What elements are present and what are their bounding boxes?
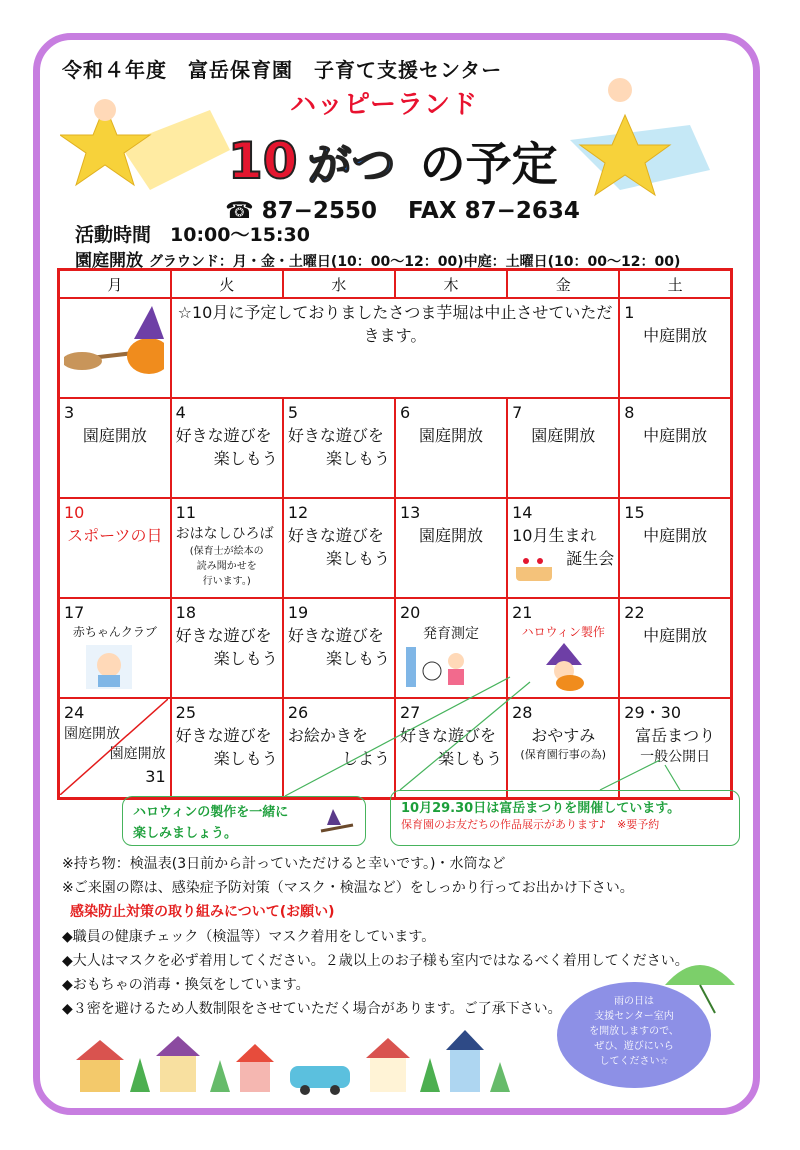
event-text: 中庭開放 xyxy=(643,626,708,646)
event-text: 楽しもう xyxy=(325,449,390,469)
event-text: 園庭開放 xyxy=(109,746,166,763)
event-text: ハロウィン製作 xyxy=(521,625,605,640)
day-number: 4 xyxy=(175,403,186,422)
event-text: 園庭開放 xyxy=(82,426,147,446)
event-text: 好きな遊びを xyxy=(175,726,272,746)
note-bullet: ◆大人はマスクを必ず着用してください。２歳以上のお子様も室内ではなるべく着用してください。 xyxy=(62,952,689,969)
balloon-text: 10月29.30日は富岳まつりを開催しています。 xyxy=(401,801,681,816)
day-number: 8 xyxy=(624,403,635,422)
balloon-text: 保育園のお友だちの作品展示があります♪ ※要予約 xyxy=(401,818,660,831)
day-number: 11 xyxy=(175,503,197,522)
event-text: 中庭開放 xyxy=(643,526,708,546)
weekday-thu: 木 xyxy=(395,270,507,299)
witch-icon xyxy=(317,803,357,839)
day-number: 7 xyxy=(512,403,523,422)
day-number: 22 xyxy=(624,603,645,622)
note-line: ※持ち物：検温表(3日前から計っていただけると幸いです。)・水筒など xyxy=(62,856,506,872)
weekday-sat: 土 xyxy=(619,270,731,299)
note-bullet: ◆おもちゃの消毒・換気をしています。 xyxy=(62,977,310,994)
weekday-tue: 火 xyxy=(171,270,283,299)
day-number: 14 xyxy=(512,503,533,522)
event-text: 園庭開放 xyxy=(64,726,120,743)
weekday-mon: 月 xyxy=(59,270,171,299)
note-bullet: ◆３密を避けるため人数制限をさせていただく場合があります。ご了承下さい。 xyxy=(62,1001,562,1018)
title-month-number: 10 xyxy=(228,132,298,190)
event-text: 楽しもう xyxy=(325,549,390,569)
rain-note-text: 支援センター室内 xyxy=(594,1011,674,1022)
rain-note-text: を開放しますので、 xyxy=(589,1026,679,1037)
event-text: 好きな遊びを xyxy=(175,426,272,446)
event-text: 好きな遊びを xyxy=(287,626,384,646)
event-text: 好きな遊びを xyxy=(399,726,496,746)
notice-text: ☆10月に予定しておりましたさつま芋堀は中止させていただきます。 xyxy=(177,303,613,346)
event-text: しよう xyxy=(341,749,390,769)
balloon-text: 楽しみましょう。 xyxy=(133,825,238,841)
day-number: 29・30 xyxy=(624,703,682,722)
event-text: 10月生まれ xyxy=(512,526,597,546)
event-text: 園庭開放 xyxy=(531,426,596,446)
org-name: 令和４年度 富岳保育園 子育て支援センター xyxy=(62,58,503,82)
event-text: 楽しもう xyxy=(438,749,503,769)
day-number: 10 xyxy=(64,503,85,522)
day-number: 28 xyxy=(512,703,533,722)
event-note: (保育園行事の為) xyxy=(520,748,606,762)
halloween-balloon xyxy=(122,796,366,846)
day-number: 21 xyxy=(512,603,533,622)
event-text: おやすみ xyxy=(531,726,596,746)
event-note: 読み聞かせを xyxy=(196,561,257,573)
day-number: 6 xyxy=(399,403,411,422)
day-number: 26 xyxy=(287,703,309,722)
event-text: 楽しもう xyxy=(213,649,278,669)
event-text: 中庭開放 xyxy=(643,426,708,446)
weekday-fri: 金 xyxy=(507,270,619,299)
event-text: 好きな遊びを xyxy=(287,426,384,446)
event-text: 誕生会 xyxy=(566,549,615,569)
event-text: 園庭開放 xyxy=(419,426,484,446)
event-text: 発育測定 xyxy=(423,626,480,643)
event-text: おはなしひろば xyxy=(175,526,274,543)
day-number: 17 xyxy=(64,603,85,622)
day-number: 27 xyxy=(399,703,421,722)
activity-hours: 活動時間 10:00〜15:30 xyxy=(75,224,310,246)
event-note: 行います。) xyxy=(202,576,251,588)
rain-note-text: 雨の日は xyxy=(614,996,654,1007)
day-number: 1 xyxy=(624,303,635,322)
event-text: 楽しもう xyxy=(325,649,390,669)
festival-balloon xyxy=(390,790,740,846)
day-number: 3 xyxy=(64,403,75,422)
day-number: 25 xyxy=(175,703,197,722)
day-number: 18 xyxy=(175,603,197,622)
title-schedule: の予定 xyxy=(419,137,558,191)
garden-label: 園庭開放 xyxy=(75,251,143,271)
event-text: 中庭開放 xyxy=(643,326,708,346)
contact-numbers: ☎ 87−2550 FAX 87−2634 xyxy=(225,198,580,224)
event-text: 富岳まつり xyxy=(635,726,716,746)
note-line: ※ご来園の際は、感染症予防対策（マスク・検温など）をしっかり行ってお出かけ下さい。 xyxy=(62,880,634,897)
event-text: スポーツの日 xyxy=(67,526,163,546)
note-bullet: ◆職員の健康チェック（検温等）マスク着用をしています。 xyxy=(62,928,436,945)
day-number: 19 xyxy=(287,603,309,622)
title-month-word: がつ xyxy=(307,140,396,191)
town-illustration xyxy=(70,1030,550,1096)
garden-detail: グラウンド：月・金・土曜日(10：00〜12：00)中庭：土曜日(10：00〜12：00) xyxy=(148,254,681,270)
day-number: 20 xyxy=(399,603,421,622)
notes-heading: 感染防止対策の取り組みについて(お願い) xyxy=(70,904,335,921)
day-number: 5 xyxy=(287,403,298,422)
event-text: 楽しもう xyxy=(213,449,278,469)
rain-note-text: してください☆ xyxy=(599,1056,669,1067)
day-number: 12 xyxy=(287,503,309,522)
event-note: (保育士が絵本の xyxy=(189,546,264,558)
day-number: 31 xyxy=(145,766,166,786)
event-text: お絵かきを xyxy=(287,726,368,746)
program-name: ハッピーランド xyxy=(290,90,478,120)
event-text: 好きな遊びを xyxy=(175,626,272,646)
event-text: 赤ちゃんクラブ xyxy=(72,625,157,640)
balloon-text: ハロウィンの製作を一緒に xyxy=(133,805,289,820)
event-text: 園庭開放 xyxy=(419,526,484,546)
day-number: 13 xyxy=(399,503,421,522)
event-text: 一般公開日 xyxy=(640,749,711,766)
event-text: 楽しもう xyxy=(213,749,278,769)
day-number: 15 xyxy=(624,503,645,522)
day-number: 24 xyxy=(64,703,85,722)
rain-note-text: ぜひ、遊びにいら xyxy=(594,1041,674,1052)
rainy-day-note xyxy=(557,982,711,1088)
event-text: 好きな遊びを xyxy=(287,526,384,546)
weekday-wed: 水 xyxy=(283,270,395,299)
